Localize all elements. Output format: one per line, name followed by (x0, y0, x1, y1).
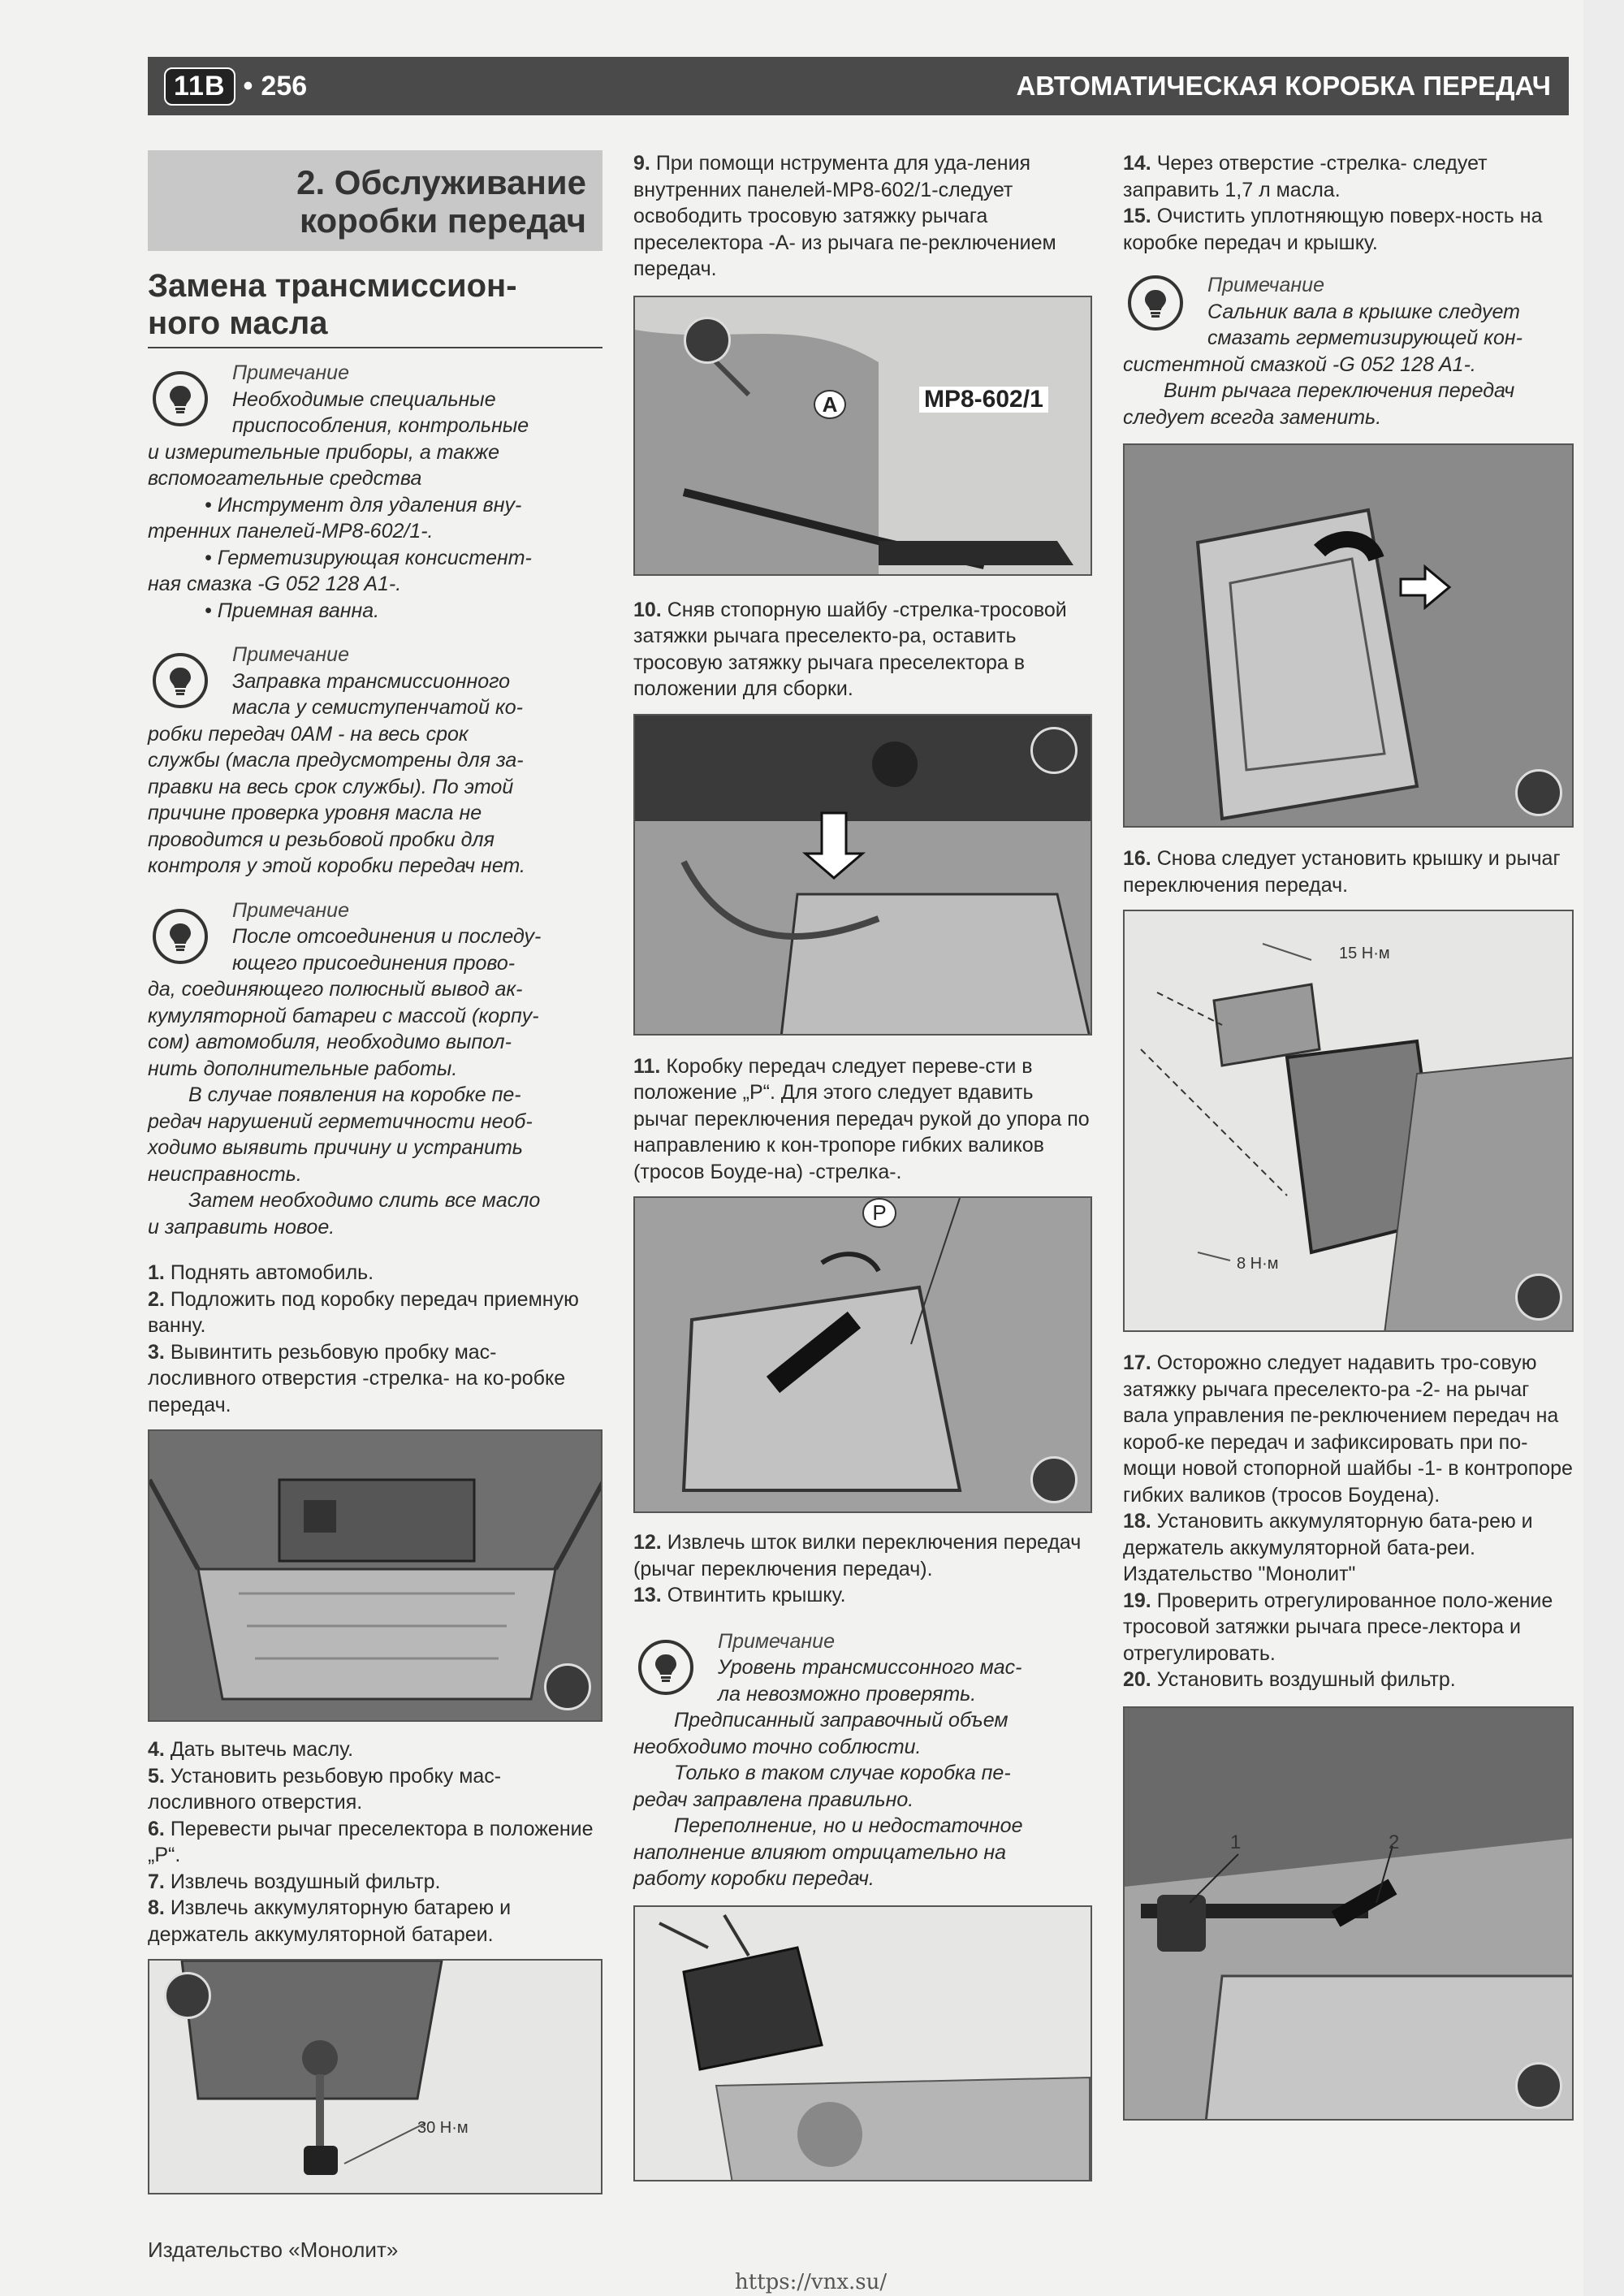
note-2-line: контроля у этой коробки передач нет. (148, 854, 525, 877)
step-item (633, 1582, 1092, 1609)
note-4-extra: необходимо точно соблюсти. (633, 1735, 922, 1758)
step-number: 9. (633, 152, 650, 175)
note-3-extra: В случае появления на коробке пе- (188, 1083, 521, 1106)
column-3 (1123, 150, 1574, 2121)
tool-label: MP8-602/1 (919, 387, 1048, 413)
steps-1-3 (148, 1260, 603, 1418)
step-item (1123, 150, 1574, 203)
step-number: 18. (1123, 1510, 1151, 1533)
note-1-line: вспомогательные средства (148, 467, 422, 490)
step-number: 20. (1123, 1668, 1151, 1691)
note-3-extra: редач нарушений герметичности необ- (148, 1109, 533, 1133)
step-number: 4. (148, 1738, 165, 1761)
step-text: Извлечь аккумуляторную батарею и держатель аккумуляторной батареи. (148, 1896, 512, 1946)
chapter-title: АВТОМАТИЧЕСКАЯ КОРОБКА ПЕРЕДАЧ (1016, 71, 1551, 101)
step-item (633, 597, 1092, 703)
cable-lock-illustration (1125, 1708, 1574, 2121)
note-4-extra: наполнение влияют отрицательно на (633, 1840, 1007, 1864)
note-3-line: сом) автомобиля, необходимо выпол- (148, 1031, 512, 1053)
step-number: 16. (1123, 847, 1151, 870)
step-text: При помощи нструмента для уда-ления внутренних панелей-MP8-602/1-следует освободить тросовую затяжку рычага преселектора -A- из рычага пе-реключением передач. (633, 152, 1056, 280)
step-number: 17. (1123, 1351, 1151, 1374)
callout-1: 1 (1230, 1831, 1242, 1853)
note-3-line: да, соединяющего полюсный вывод ак- (148, 978, 523, 1001)
figure-drain-plug (148, 1959, 603, 2194)
step-text: Проверить отрегулированное поло-жение тросовой затяжки рычага пресе-лектора и отрегулировать. (1123, 1589, 1553, 1665)
page-header (148, 57, 1569, 115)
step-number: 15. (1123, 205, 1151, 227)
note-3-extra: ходимо выявить причину и устранить (148, 1136, 523, 1159)
subsection-title-line1: Замена трансмиссион- (148, 268, 517, 304)
note-3-line: После отсоединения и последу- (232, 925, 542, 948)
torque-label: 30 Н·м (417, 2119, 469, 2137)
oil-fill-illustration (1125, 445, 1574, 828)
note-2-head: Примечание (232, 643, 349, 666)
column-2 (633, 150, 1092, 2181)
step-number: 13. (633, 1584, 662, 1606)
note-4-line: ла невозможно проверять. (718, 1682, 977, 1706)
step-number: 1. (148, 1261, 165, 1284)
step-text: Вывинтить резьбовую пробку мас-лосливного отверстия -стрелка- на ко-робке передач. (148, 1340, 566, 1416)
header-separator: • (243, 70, 253, 102)
note-4 (633, 1628, 1092, 1892)
step-text: Через отверстие -стрелка- следует заправить 1,7 л масла. (1123, 152, 1488, 201)
note-1 (148, 360, 603, 624)
step-text: Установить аккумуляторную бата-рею и держатель аккумуляторной бата-реи. Издательство "Монолит" (1123, 1510, 1533, 1585)
step-text: Отвинтить крышку. (667, 1584, 846, 1606)
cover-install-illustration (1125, 911, 1574, 1332)
note-4-extra: редач заправлена правильно. (633, 1788, 914, 1811)
note-4-extra: работу коробки передач. (633, 1867, 875, 1890)
lightbulb-icon (153, 371, 208, 426)
note-3-head: Примечание (232, 898, 349, 922)
note-2-line: масла у семиступенчатой ко- (232, 696, 523, 719)
note-4-line: Уровень трансмиссонного мас- (718, 1656, 1022, 1679)
note-3-extra: и заправить новое. (148, 1215, 335, 1239)
step-text: Извлечь шток вилки переключения передач (рычаг переключения передач). (633, 1531, 1082, 1580)
step-item (148, 1339, 603, 1419)
note-4-head: Примечание (718, 1629, 835, 1653)
step-item (1123, 1667, 1574, 1693)
lightbulb-icon (638, 1640, 693, 1695)
subsection-title (148, 267, 603, 348)
step-text: Перевести рычаг преселектора в положение „P“. (148, 1817, 594, 1866)
note-1-line: приспособления, контрольные (232, 414, 529, 437)
figure-oil-fill (1123, 443, 1574, 828)
publisher-logo-icon (684, 317, 731, 364)
note-1-line: и измерительные приборы, а также (148, 440, 500, 464)
note-5-extra: Винт рычага переключения передач (1164, 379, 1515, 402)
note-3-line: кумуляторной батареи с массой (корпу- (148, 1004, 539, 1027)
step-item (633, 1529, 1092, 1582)
lightbulb-icon (153, 653, 208, 708)
step-number: 12. (633, 1531, 662, 1554)
step-number: 2. (148, 1287, 165, 1311)
step-text: Очистить уплотняющую поверх-ность на коробке передач и крышку. (1123, 205, 1543, 254)
section-title-line2: коробки передач (300, 201, 586, 240)
lightbulb-icon (153, 909, 208, 964)
callout-2: 2 (1389, 1831, 1400, 1853)
page-footer-publisher: Издательство «Монолит» (148, 2238, 399, 2262)
note-5 (1123, 272, 1574, 430)
note-5-head: Примечание (1207, 274, 1324, 296)
note-3-line: ющего присоединения прово- (232, 951, 516, 975)
publisher-logo-icon (1030, 727, 1078, 774)
step-number: 6. (148, 1817, 165, 1840)
section-code: 11B (164, 67, 235, 106)
note-2-line: Заправка трансмиссионного (232, 669, 511, 693)
note-1-bullet: тренних панелей-MP8-602/1-. (148, 520, 434, 543)
publisher-logo-icon (544, 1663, 591, 1710)
note-4-extra: Предписанный заправочный объем (674, 1709, 1009, 1732)
underbody-illustration (149, 1431, 603, 1722)
steps-4-8 (148, 1736, 603, 1948)
step-item (148, 1763, 603, 1816)
step-number: 11. (633, 1054, 661, 1078)
step-item (148, 1260, 603, 1286)
figure-cable-lock (1123, 1706, 1574, 2121)
step-item (148, 1816, 603, 1869)
cover-illustration (635, 1907, 1092, 2181)
note-5-line: систентной смазкой -G 052 128 A1-. (1123, 352, 1476, 376)
note-1-bullet: • Герметизирующая консистент- (205, 546, 532, 569)
step-text: Снова следует установить крышку и рычаг переключения передач. (1123, 847, 1561, 897)
step-item (148, 1286, 603, 1339)
figure-tool-mp8 (633, 296, 1092, 576)
note-4-extra: Переполнение, но и недостаточное (674, 1814, 1023, 1837)
column-1 (148, 150, 603, 2194)
step-number: 3. (148, 1340, 165, 1364)
step-number: 10. (633, 598, 662, 621)
step-text: Установить воздушный фильтр. (1156, 1668, 1456, 1691)
note-2-line: робки передач 0АМ - на весь срок (148, 722, 469, 746)
note-5-line: Сальник вала в крышке следует (1207, 300, 1520, 323)
step-number: 7. (148, 1870, 165, 1893)
step-text: Дать вытечь маслу. (170, 1738, 354, 1761)
note-5-line: смазать герметизирующей кон- (1207, 326, 1522, 349)
step-text: Осторожно следует надавить тро-совую затяжку рычага преселекто-ра -2- на рычаг вала управления пе-реключением передач на короб-ке передач и зафиксировать при по-мощи новой стопорной шайбы -1- в контропоре гибких валиков (тросов Боудена). (1123, 1351, 1573, 1507)
note-2-line: проводится и резьбовой пробки для (148, 828, 495, 851)
step-text: Коробку передач следует переве-сти в положение „P“. Для этого следует вдавить рычаг переключения передач рукой до упора по направлению к кон-тропоре гибких валиков (тросов Боуде-на) -стрелка-. (633, 1054, 1090, 1183)
figure-cover (633, 1905, 1092, 2181)
step-item (148, 1736, 603, 1763)
step-number: 14. (1123, 152, 1151, 175)
step-text: Подложить под коробку передач приемную ванну. (148, 1287, 579, 1337)
figure-cover-install (1123, 910, 1574, 1332)
lightbulb-icon (1128, 275, 1183, 331)
figure-lock-washer (633, 714, 1092, 1036)
source-url-link[interactable]: https://vnx.su/ (735, 2270, 888, 2294)
step-item (633, 1053, 1092, 1186)
callout-p: P (862, 1198, 896, 1228)
step-item (148, 1869, 603, 1896)
step-item (1123, 1588, 1574, 1667)
figure-underbody (148, 1429, 603, 1722)
step-text: Сняв стопорную шайбу -стрелка-тросовой затяжки рычага преселекто-ра, оставить тросовую затяжку рычага преселектора в положении для сборки. (633, 598, 1067, 700)
publisher-logo-icon (1515, 769, 1562, 816)
step-item (633, 150, 1092, 283)
step-item (1123, 203, 1574, 256)
step-text: Установить резьбовую пробку мас-лосливного отверстия. (148, 1764, 502, 1814)
publisher-logo-icon (164, 1972, 211, 2019)
selector-illustration (635, 1198, 1092, 1513)
note-2-line: причине проверка уровня масла не (148, 802, 482, 824)
note-1-line: Необходимые специальные (232, 387, 496, 411)
section-title-line1: 2. Обслуживание (296, 163, 586, 201)
drain-plug-illustration (149, 1961, 603, 2194)
page-number: 256 (261, 70, 308, 102)
step-item (1123, 1508, 1574, 1588)
note-4-extra: Только в таком случае коробка пе- (674, 1762, 1011, 1784)
step-item (1123, 845, 1574, 898)
note-1-bullet: ная смазка -G 052 128 A1-. (148, 573, 402, 595)
note-1-head: Примечание (232, 361, 349, 384)
note-2-line: правки на весь срок службы). По этой (148, 775, 514, 798)
section-title-box (148, 150, 603, 251)
note-3-extra: Затем необходимо слить все масло (188, 1189, 541, 1212)
callout-a: A (814, 390, 846, 420)
note-3-line: нить дополнительные работы. (148, 1057, 458, 1080)
step-text: Поднять автомобиль. (170, 1261, 374, 1284)
publisher-logo-icon (1030, 1456, 1078, 1503)
step-number: 19. (1123, 1589, 1151, 1612)
note-2-line: службы (масла предусмотрены для за- (148, 749, 524, 772)
step-item (148, 1895, 603, 1948)
step-number: 8. (148, 1896, 165, 1919)
step-text: Извлечь воздушный фильтр. (170, 1870, 441, 1893)
note-3-extra: неисправность. (148, 1162, 302, 1186)
figure-position-p (633, 1196, 1092, 1513)
note-1-bullet: • Инструмент для удаления вну- (205, 493, 522, 517)
publisher-logo-icon (1515, 1273, 1562, 1321)
step-number: 5. (148, 1764, 165, 1788)
publisher-logo-icon (1515, 2062, 1562, 2109)
torque-label-8: 8 Н·м (1237, 1255, 1279, 1273)
note-1-bullet: • Приемная ванна. (205, 599, 380, 622)
lock-washer-illustration (635, 716, 1092, 1036)
step-item (1123, 1350, 1574, 1508)
note-2 (148, 642, 603, 880)
note-3 (148, 897, 603, 1241)
subsection-title-line2: ного масла (148, 305, 328, 341)
torque-label-15: 15 Н·м (1339, 945, 1390, 962)
note-5-extra: следует всегда заменить. (1123, 405, 1382, 429)
